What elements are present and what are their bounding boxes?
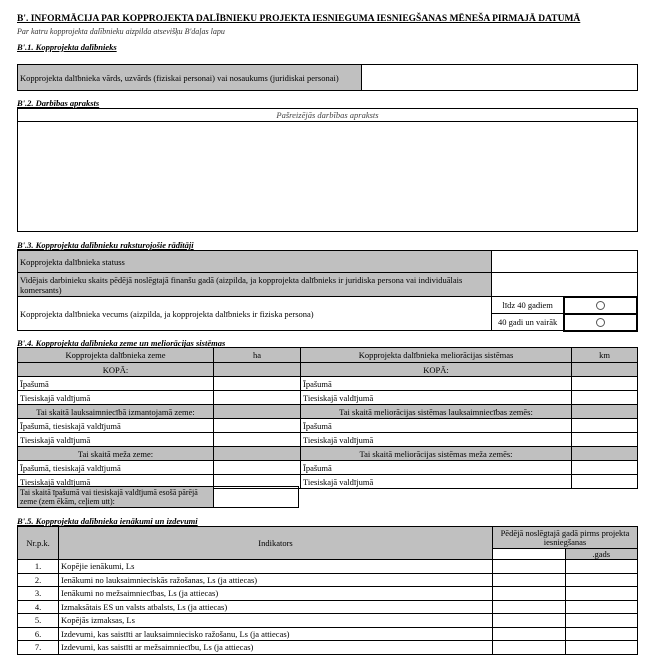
melioration-row-label: Tai skaitā meliorācijas sistēmas lauksaimniecības zemēs: xyxy=(301,405,572,419)
melioration-unit-header: km xyxy=(572,348,638,363)
status-field[interactable] xyxy=(492,251,638,273)
activity-table xyxy=(17,108,638,232)
income-row xyxy=(18,641,638,655)
land-row-label: Tiesiskajā valdījumā xyxy=(18,475,214,489)
melioration-total-value xyxy=(572,363,638,377)
land-ha-field[interactable] xyxy=(214,377,301,391)
status-label: Kopprojekta dalībnieka statuss xyxy=(18,251,492,273)
section-b1-heading: B'.1. Kopprojekta dalībnieks xyxy=(17,42,117,52)
year-value-field[interactable] xyxy=(565,600,638,614)
value-field[interactable] xyxy=(493,641,566,655)
value-field[interactable] xyxy=(493,600,566,614)
indicator-label: Ienākumi no lauksaimnieciskās ražošanas, Ls (ja attiecas) xyxy=(59,573,493,587)
indicator-label: Izmaksātais ES un valsts atbalsts, Ls (ja attiecas) xyxy=(59,600,493,614)
year-label: .gads xyxy=(565,549,638,560)
age-option-40-plus-radio[interactable] xyxy=(564,314,637,331)
land-row-label: Tai skaitā meža zeme: xyxy=(18,447,214,461)
section-b5-heading: B'.5. Kopprojekta dalībnieka ienākumi un izdevumi xyxy=(17,516,198,526)
land-ha-field xyxy=(214,447,301,461)
income-row xyxy=(18,614,638,628)
melioration-km-field[interactable] xyxy=(572,433,638,447)
age-option-under-40-radio[interactable] xyxy=(564,297,637,314)
income-row xyxy=(18,600,638,614)
land-ha-field[interactable] xyxy=(214,461,301,475)
row-number: 3. xyxy=(18,587,59,601)
land-row xyxy=(18,419,638,433)
activity-column-header: Pašreizējās darbības apraksts xyxy=(18,109,638,122)
indicator-label: Izdevumi, kas saistīti ar lauksaimniecisko ražošanu, Ls (ja attiecas) xyxy=(59,627,493,641)
indicator-label: Kopējie ienākumi, Ls xyxy=(59,560,493,574)
land-row xyxy=(18,461,638,475)
age-label: Kopprojekta dalībnieka vecums (aizpilda, ja kopprojekta dalībnieks ir fiziska persona) xyxy=(18,297,492,331)
land-unit-header: ha xyxy=(214,348,301,363)
age-option-under-40-label: līdz 40 gadiem xyxy=(492,297,565,314)
section-b2-heading: B'.2. Darbības apraksts xyxy=(17,98,100,108)
row-number: 4. xyxy=(18,600,59,614)
value-field[interactable] xyxy=(493,627,566,641)
melioration-row-label: Tiesiskajā valdījumā xyxy=(301,475,572,489)
melioration-km-field xyxy=(572,447,638,461)
year-value-field[interactable] xyxy=(565,627,638,641)
land-other-label: Tai skaitā īpašumā vai tiesiskajā valdījumā esošā pārējā zeme (zem ēkām, ceļiem utt): xyxy=(18,487,214,508)
melioration-row-label: Tiesiskajā valdījumā xyxy=(301,433,572,447)
participant-name-label: Kopprojekta dalībnieka vārds, uzvārds (fiziskai personai) vai nosaukums (juridiskai personai) xyxy=(18,65,362,91)
radio-icon xyxy=(596,318,605,327)
land-other-table xyxy=(17,486,299,508)
land-row-label: Īpašumā, tiesiskajā valdījumā xyxy=(18,419,214,433)
year-field[interactable] xyxy=(493,549,566,560)
page-subtitle: Par katru kopprojekta dalībnieku aizpilda atsevišķu B'daļas lapu xyxy=(17,27,225,36)
melioration-km-field[interactable] xyxy=(572,475,638,489)
land-ha-field xyxy=(214,405,301,419)
row-number: 1. xyxy=(18,560,59,574)
employees-label: Vidējais darbinieku skaits pēdējā noslēgtajā finanšu gadā (aizpilda, ja kopprojekta dalībnieks ir juridiska persona vai individuālais komersants) xyxy=(18,273,492,297)
section-b3-heading: B'.3. Kopprojekta dalībnieku raksturojošie rādītāji xyxy=(17,240,194,250)
value-field[interactable] xyxy=(493,614,566,628)
row-number: 6. xyxy=(18,627,59,641)
land-group-row xyxy=(18,405,638,419)
income-row xyxy=(18,627,638,641)
land-ha-field[interactable] xyxy=(214,419,301,433)
melioration-row-label: Tiesiskajā valdījumā xyxy=(301,391,572,405)
income-row xyxy=(18,560,638,574)
land-group-row xyxy=(18,447,638,461)
indicator-header: Indikators xyxy=(59,527,493,560)
melioration-row-label: Īpašumā xyxy=(301,419,572,433)
melioration-km-field xyxy=(572,405,638,419)
land-row xyxy=(18,377,638,391)
land-row-label: Tiesiskajā valdījumā xyxy=(18,391,214,405)
land-row-label: Tiesiskajā valdījumā xyxy=(18,433,214,447)
section-b4-heading: B'.4. Kopprojekta dalībnieka zeme un meliorācijas sistēmas xyxy=(17,338,226,348)
land-row-label: Tai skaitā lauksaimniecībā izmantojamā zeme: xyxy=(18,405,214,419)
melioration-row-label: Īpašumā xyxy=(301,377,572,391)
melioration-km-field[interactable] xyxy=(572,461,638,475)
participant-name-field[interactable] xyxy=(362,65,638,91)
income-row xyxy=(18,587,638,601)
land-total-value xyxy=(214,363,301,377)
land-row-label: Īpašumā xyxy=(18,377,214,391)
land-other-field[interactable] xyxy=(214,487,299,508)
land-row xyxy=(18,433,638,447)
melioration-km-field[interactable] xyxy=(572,391,638,405)
participant-table xyxy=(17,64,638,91)
land-row-label: Īpašumā, tiesiskajā valdījumā xyxy=(18,461,214,475)
indicator-label: Izdevumi, kas saistīti ar mežsaimniecību, Ls (ja attiecas) xyxy=(59,641,493,655)
indicator-label: Ienākumi no mežsaimniecības, Ls (ja attiecas) xyxy=(59,587,493,601)
indicator-label: Kopējās izmaksas, Ls xyxy=(59,614,493,628)
year-value-field[interactable] xyxy=(565,614,638,628)
land-table xyxy=(17,347,638,489)
activity-description-field[interactable] xyxy=(18,122,638,232)
employees-field[interactable] xyxy=(492,273,638,297)
melioration-km-field[interactable] xyxy=(572,377,638,391)
year-value-field[interactable] xyxy=(565,641,638,655)
year-value-field[interactable] xyxy=(565,560,638,574)
income-row xyxy=(18,573,638,587)
year-value-field[interactable] xyxy=(565,573,638,587)
value-field[interactable] xyxy=(493,573,566,587)
value-field[interactable] xyxy=(493,560,566,574)
row-number: 2. xyxy=(18,573,59,587)
row-number: 5. xyxy=(18,614,59,628)
melioration-km-field[interactable] xyxy=(572,419,638,433)
page-title: B'. INFORMĀCIJA PAR KOPPROJEKTA DALĪBNIEKU PROJEKTA IESNIEGUMA IESNIEGŠANAS MĒNEŠA PIRMAJĀ DATUMĀ xyxy=(17,14,581,24)
melioration-header: Kopprojekta dalībnieka meliorācijas sistēmas xyxy=(301,348,572,363)
land-ha-field[interactable] xyxy=(214,433,301,447)
row-number: 7. xyxy=(18,641,59,655)
period-header: Pēdējā noslēgtajā gadā pirms projekta iesniegšanas xyxy=(493,527,638,549)
land-row xyxy=(18,391,638,405)
characteristics-table xyxy=(17,250,638,332)
land-header: Kopprojekta dalībnieka zeme xyxy=(18,348,214,363)
land-total-label: KOPĀ: xyxy=(18,363,214,377)
value-field[interactable] xyxy=(493,587,566,601)
melioration-row-label: Īpašumā xyxy=(301,461,572,475)
melioration-row-label: Tai skaitā meliorācijas sistēmas meža zemēs: xyxy=(301,447,572,461)
radio-icon xyxy=(596,301,605,310)
age-option-40-plus-label: 40 gadi un vairāk xyxy=(492,314,565,331)
year-value-field[interactable] xyxy=(565,587,638,601)
melioration-total-label: KOPĀ: xyxy=(301,363,572,377)
nr-header: Nr.p.k. xyxy=(18,527,59,560)
land-ha-field[interactable] xyxy=(214,391,301,405)
income-table xyxy=(17,526,638,655)
